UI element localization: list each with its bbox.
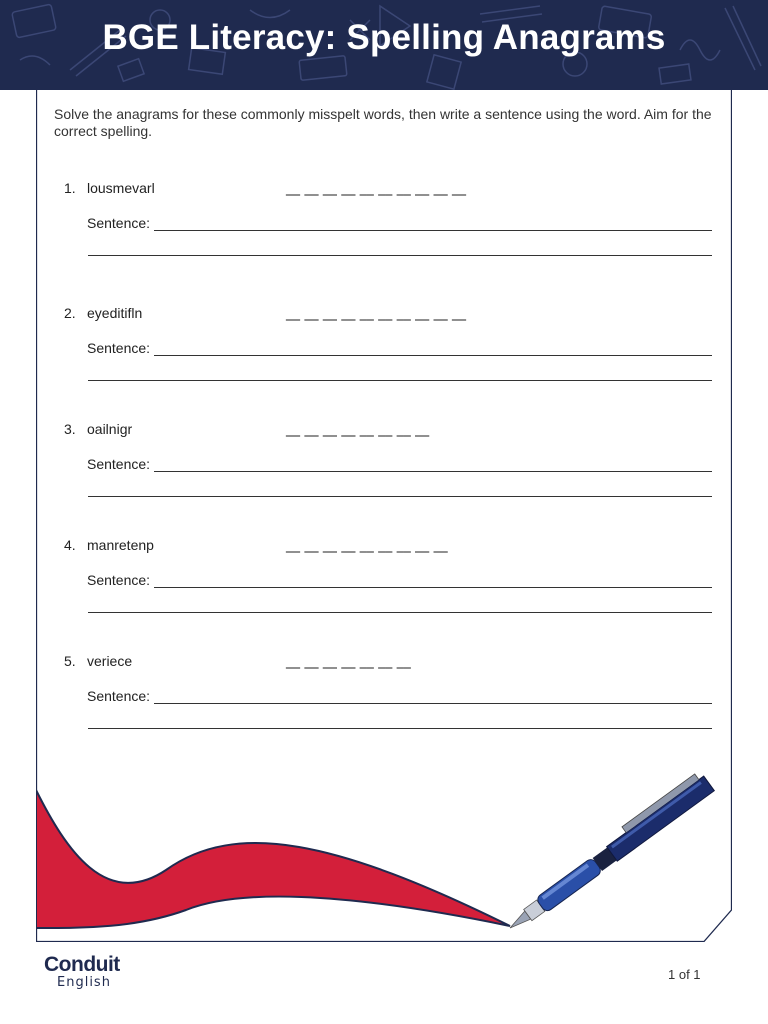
sentence-line-2[interactable] bbox=[88, 612, 712, 613]
page-number: 1 of 1 bbox=[668, 967, 701, 982]
page-title: BGE Literacy: Spelling Anagrams bbox=[102, 18, 666, 57]
sentence-line-2[interactable] bbox=[88, 728, 712, 729]
anagram-word: manretenp bbox=[87, 537, 154, 553]
sentence-label: Sentence: bbox=[87, 688, 151, 704]
sentence-line[interactable] bbox=[154, 230, 712, 231]
sentence-label: Sentence: bbox=[87, 572, 151, 588]
anagram-word: eyeditifln bbox=[87, 305, 143, 321]
red-ribbon-icon bbox=[36, 790, 510, 928]
answer-blanks[interactable]: __ __ __ __ __ __ __ __ bbox=[286, 421, 430, 437]
answer-blanks[interactable]: __ __ __ __ __ __ __ __ __ bbox=[286, 537, 448, 553]
sentence-line[interactable] bbox=[154, 471, 712, 472]
sentence-line-2[interactable] bbox=[88, 380, 712, 381]
question-number: 3. bbox=[64, 421, 76, 437]
pen-icon bbox=[501, 770, 715, 935]
sentence-label: Sentence: bbox=[87, 456, 151, 472]
sentence-line[interactable] bbox=[154, 355, 712, 356]
sentence-label: Sentence: bbox=[87, 215, 151, 231]
header-banner bbox=[0, 0, 768, 90]
sentence-line[interactable] bbox=[154, 587, 712, 588]
brand-subtitle: English bbox=[57, 975, 111, 990]
brand-name: Conduit bbox=[44, 953, 120, 976]
anagram-word: oailnigr bbox=[87, 421, 133, 437]
answer-blanks[interactable]: __ __ __ __ __ __ __ __ __ __ bbox=[286, 305, 467, 321]
question-number: 5. bbox=[64, 653, 76, 669]
anagram-word: lousmevarl bbox=[87, 180, 155, 196]
instructions-text: Solve the anagrams for these commonly misspelt words, then write a sentence using the word. Aim for the correct spelling. bbox=[54, 106, 712, 139]
answer-blanks[interactable]: __ __ __ __ __ __ __ __ __ __ bbox=[286, 180, 467, 196]
question-number: 4. bbox=[64, 537, 76, 553]
sentence-line-2[interactable] bbox=[88, 496, 712, 497]
sentence-label: Sentence: bbox=[87, 340, 151, 356]
sentence-line[interactable] bbox=[154, 703, 712, 704]
question-number: 2. bbox=[64, 305, 76, 321]
brand-logo bbox=[44, 953, 120, 990]
question-number: 1. bbox=[64, 180, 76, 196]
answer-blanks[interactable]: __ __ __ __ __ __ __ bbox=[286, 653, 411, 669]
anagram-word: veriece bbox=[87, 653, 133, 669]
sentence-line-2[interactable] bbox=[88, 255, 712, 256]
